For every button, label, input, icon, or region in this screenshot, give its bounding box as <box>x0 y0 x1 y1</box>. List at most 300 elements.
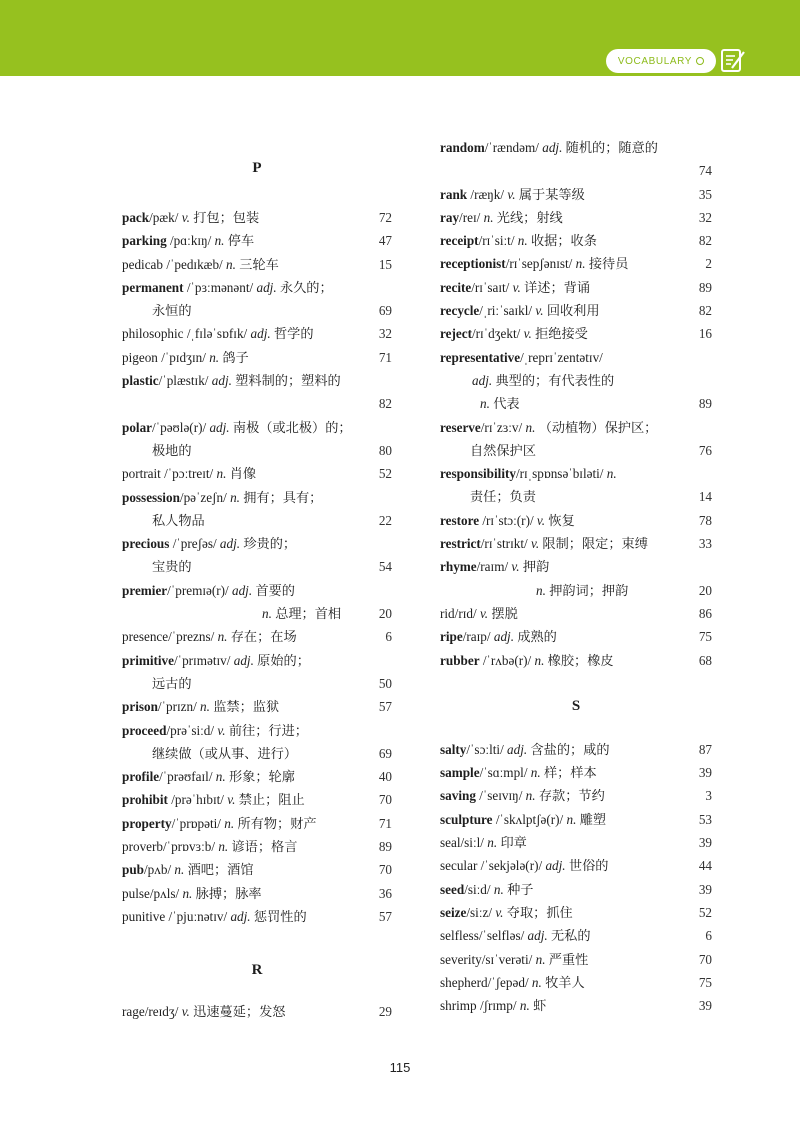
vocab-entry <box>440 462 712 485</box>
page-ref: 89 <box>698 396 712 412</box>
notepad-icon <box>720 46 746 74</box>
phonetic: /siːl/ <box>460 835 488 851</box>
vocab-entry <box>122 765 392 788</box>
part-of-speech: v. <box>523 326 536 342</box>
entries-r-right <box>440 136 712 672</box>
part-of-speech: adj. <box>250 326 274 342</box>
page-ref: 75 <box>698 629 712 645</box>
definition: 禁止；阻止 <box>238 792 305 808</box>
headword: reserve <box>440 419 481 435</box>
part-of-speech: v. <box>479 605 492 621</box>
page-ref: 82 <box>378 396 392 412</box>
vocab-entry-continued <box>440 369 712 392</box>
left-column <box>122 160 392 1024</box>
definition: 押韵 <box>522 559 550 575</box>
phonetic: /rɪˈsepʃənɪst/ <box>505 256 576 272</box>
phonetic: /ˈsekjələ(r)/ <box>477 858 546 874</box>
definition: 鸽子 <box>222 349 249 365</box>
section-letter-p: P <box>252 160 262 176</box>
definition: 随机的；随意的 <box>565 140 658 155</box>
definition: 宝贵的 <box>152 559 192 575</box>
page-ref: 35 <box>698 186 712 202</box>
part-of-speech: adj. <box>542 140 566 155</box>
headword: possession <box>122 489 180 505</box>
definition: 哲学的 <box>273 326 314 342</box>
vocab-entry <box>122 788 392 811</box>
definition: 前往；行进； <box>228 722 308 738</box>
phonetic: /reɪdʒ/ <box>144 1004 182 1020</box>
vocab-entry <box>122 858 392 881</box>
headword: pack <box>122 210 150 225</box>
page-ref: 16 <box>698 326 712 342</box>
page-ref: 71 <box>378 815 392 831</box>
headword: property <box>122 815 172 831</box>
page-ref: 70 <box>378 862 392 878</box>
definition: 虾 <box>533 998 547 1014</box>
definition: 严重性 <box>548 951 589 967</box>
phonetic: /ˈʃepəd/ <box>487 974 532 990</box>
continuation <box>440 583 628 598</box>
page-ref: 40 <box>378 769 392 785</box>
definition: 停车 <box>227 233 255 249</box>
definition: 种子 <box>507 881 534 897</box>
definition: 限制；限定；束缚 <box>542 536 648 552</box>
vocab-entry <box>122 206 392 229</box>
part-of-speech: n. <box>200 699 214 715</box>
page-ref: 2 <box>705 256 712 272</box>
page-ref: 52 <box>698 904 712 920</box>
continuation <box>122 746 297 761</box>
part-of-speech: n. <box>606 466 617 482</box>
headword: profile <box>122 769 160 785</box>
page-ref: 71 <box>378 349 392 365</box>
headword: rubber <box>440 652 480 668</box>
definition: 极地的 <box>152 442 192 458</box>
page-ref: 39 <box>698 765 712 781</box>
vocab-entry <box>122 276 392 299</box>
part-of-speech: v. <box>217 722 229 738</box>
part-of-speech: v. <box>227 792 239 808</box>
page-ref: 15 <box>378 256 392 272</box>
page-ref: 32 <box>378 326 392 342</box>
headword: salty <box>440 741 467 757</box>
page-ref: 20 <box>698 582 712 598</box>
headword: saving <box>440 788 476 804</box>
headword: sculpture <box>440 811 493 827</box>
page-ref: 6 <box>385 629 392 645</box>
page-ref: 53 <box>698 811 712 827</box>
headword: shepherd <box>440 974 488 990</box>
definition: 所有物；财产 <box>237 815 317 831</box>
vocab-entry-continued <box>440 579 712 602</box>
definition: 惩罚性的 <box>253 908 307 924</box>
phonetic: /ˌriːˈsaɪkl/ <box>479 303 536 319</box>
part-of-speech: v. <box>512 279 525 295</box>
definition: 样；样本 <box>543 765 597 781</box>
continuation <box>122 513 205 528</box>
page-ref: 69 <box>378 745 392 761</box>
phonetic: /ˈprɒvɜːb/ <box>163 839 219 855</box>
headword: shrimp <box>440 998 477 1014</box>
definition: 打包；包装 <box>193 210 260 225</box>
continuation <box>122 676 192 691</box>
continuation <box>440 489 536 504</box>
headword: receptionist <box>440 256 506 272</box>
page-ref: 57 <box>378 699 392 715</box>
entries-s <box>440 738 712 1018</box>
definition: 拥有；具有； <box>243 489 323 505</box>
part-of-speech: n. <box>230 489 244 505</box>
vocab-entry-continued <box>440 485 712 508</box>
part-of-speech: n. <box>519 998 534 1014</box>
headword: philosophic <box>122 326 184 342</box>
page-ref: 86 <box>698 605 712 621</box>
headword: prohibit <box>122 792 168 808</box>
definition: 谚语；格言 <box>231 839 298 855</box>
phonetic: /ˈprɪzn/ <box>157 699 201 715</box>
part-of-speech: n. <box>536 582 550 598</box>
phonetic: /ˈsɑːmpl/ <box>479 765 531 781</box>
continuation <box>122 559 192 574</box>
phonetic: /rɪˈdʒekt/ <box>471 326 524 342</box>
entries-p <box>122 206 392 928</box>
part-of-speech: n. <box>215 769 229 785</box>
page-ref: 70 <box>698 951 712 967</box>
headword: sample <box>440 765 480 781</box>
vocab-entry <box>440 346 712 369</box>
page-ref: 36 <box>378 885 392 901</box>
page-ref: 72 <box>378 210 392 225</box>
phonetic: /ʃrɪmp/ <box>476 998 520 1014</box>
vocab-entry <box>122 882 392 905</box>
vocab-entry <box>440 252 712 275</box>
vocab-entry <box>440 924 712 947</box>
vocab-entry <box>440 994 712 1017</box>
phonetic: /siːd/ <box>464 881 494 897</box>
part-of-speech: adj. <box>231 582 256 598</box>
page-ref: 3 <box>705 788 712 804</box>
phonetic: /ˈpreʃəs/ <box>169 536 220 552</box>
definition: 南极（或北极）的； <box>232 419 352 435</box>
phonetic: /ˈprɒpəti/ <box>171 815 225 831</box>
part-of-speech: v. <box>511 559 523 575</box>
page-ref: 82 <box>698 303 712 319</box>
vocab-entry <box>122 1000 392 1023</box>
section-letter-r: R <box>251 962 263 979</box>
phonetic: /ˌfɪləˈsɒfɪk/ <box>183 326 251 342</box>
headword: rage <box>122 1004 145 1020</box>
phonetic: /ræŋk/ <box>467 186 508 202</box>
part-of-speech: n. <box>218 839 232 855</box>
continuation <box>122 303 192 318</box>
headword: presence <box>122 629 169 645</box>
definition: 永久的； <box>279 279 333 295</box>
headword: secular <box>440 858 478 874</box>
part-of-speech: adj. <box>211 373 236 389</box>
phonetic: /sɪˈverəti/ <box>481 951 536 967</box>
definition: 存款；节约 <box>538 788 605 804</box>
phonetic: /pəˈzeʃn/ <box>179 489 231 505</box>
page-ref: 50 <box>378 675 392 691</box>
badge-circle-icon <box>696 57 704 65</box>
definition: 橡胶；橡皮 <box>547 652 614 668</box>
page-ref: 44 <box>698 858 712 874</box>
page-number: 115 <box>389 1060 411 1075</box>
page-ref: 87 <box>698 741 712 757</box>
definition: 三轮车 <box>239 256 279 272</box>
headword: pulse <box>122 885 150 901</box>
headword: receipt <box>440 233 479 249</box>
definition: 原始的； <box>257 652 310 668</box>
page-ref: 74 <box>698 163 712 179</box>
headword: pub <box>122 862 145 878</box>
phonetic: /pʌls/ <box>149 885 183 901</box>
phonetic: /siːz/ <box>466 904 496 920</box>
vocab-entry <box>440 276 712 299</box>
headword: rid <box>440 605 455 621</box>
definition: 脉搏；脉率 <box>195 885 262 901</box>
vocab-entry <box>440 808 712 831</box>
definition: 回收利用 <box>546 303 600 319</box>
phonetic: /prəˈhɪbɪt/ <box>167 792 228 808</box>
part-of-speech: v. <box>536 512 549 528</box>
phonetic: /ˈpɪdʒɪn/ <box>157 349 210 365</box>
headword: restore <box>440 512 480 528</box>
part-of-speech: n. <box>534 652 548 668</box>
headword: seed <box>440 881 465 897</box>
phonetic: /rɪd/ <box>454 605 480 621</box>
part-of-speech: n. <box>174 862 188 878</box>
vocab-entry <box>122 625 392 648</box>
continuation <box>440 443 536 458</box>
headword: restrict <box>440 536 481 552</box>
part-of-speech: adj. <box>256 279 280 295</box>
part-of-speech: adj. <box>233 652 258 668</box>
vocab-entry <box>440 322 712 345</box>
part-of-speech: n. <box>483 209 497 225</box>
page-ref: 75 <box>698 974 712 990</box>
page-ref: 39 <box>698 835 712 851</box>
part-of-speech: n. <box>575 256 589 272</box>
part-of-speech: n. <box>480 396 494 412</box>
part-of-speech: n. <box>226 256 240 272</box>
part-of-speech: adj. <box>545 858 569 874</box>
phonetic: /ˈpremɪə(r)/ <box>167 582 232 598</box>
part-of-speech: adj. <box>507 741 531 757</box>
headword: ripe <box>440 629 463 645</box>
phonetic: /pɑːkɪŋ/ <box>166 233 215 249</box>
vocab-entry-continued <box>122 299 392 322</box>
part-of-speech: n. <box>209 349 223 365</box>
vocab-entry <box>122 346 392 369</box>
definition: 属于某等级 <box>518 186 585 202</box>
phonetic: /ˈrʌbə(r)/ <box>479 652 535 668</box>
phonetic: /ˈprɪmətɪv/ <box>174 652 234 668</box>
part-of-speech: n. <box>216 466 230 482</box>
page-ref: 33 <box>698 536 712 552</box>
part-of-speech: adj. <box>230 908 254 924</box>
definition: 光线；射线 <box>496 209 563 225</box>
headword: prison <box>122 699 158 715</box>
phonetic: /ˈpedɪkæb/ <box>163 256 227 272</box>
definition: 迅速蔓延；发怒 <box>193 1004 286 1020</box>
vocab-entry <box>440 183 712 206</box>
phonetic: /pæk/ <box>149 210 182 225</box>
vocab-entry <box>440 948 712 971</box>
part-of-speech: n. <box>525 419 539 435</box>
page-ref: 82 <box>698 233 712 249</box>
continuation <box>440 396 520 411</box>
vocab-entry-continued <box>440 439 712 462</box>
badge-label: VOCABULARY <box>617 55 693 67</box>
vocab-entry <box>440 602 712 625</box>
page-ref: 20 <box>378 606 392 622</box>
part-of-speech: n. <box>566 811 580 827</box>
page-ref: 52 <box>378 466 392 482</box>
continuation <box>122 606 341 621</box>
vocab-entry <box>122 905 392 928</box>
page-ref: 14 <box>698 489 712 505</box>
vocab-entry <box>440 299 712 322</box>
definition: 监禁；监狱 <box>213 699 280 715</box>
phonetic: /raɪm/ <box>476 559 512 575</box>
part-of-speech: adj. <box>472 372 496 388</box>
vocab-entry-continued <box>440 392 712 415</box>
headword: recycle <box>440 303 480 319</box>
page-ref: 76 <box>698 442 712 458</box>
section-letter-s: S <box>571 697 581 714</box>
headword: parking <box>122 233 167 249</box>
definition: 继续做（或从事、进行） <box>152 745 298 761</box>
vocab-entry-continued <box>122 509 392 532</box>
definition: 无私的 <box>551 928 591 944</box>
definition: （动植物）保护区； <box>538 419 658 435</box>
page-ref: 69 <box>378 303 392 319</box>
vocab-entry <box>440 878 712 901</box>
page-ref: 54 <box>378 559 392 575</box>
definition: 酒吧；酒馆 <box>187 862 254 878</box>
definition: 责任；负责 <box>470 489 536 505</box>
definition: 含盐的；咸的 <box>530 741 610 757</box>
definition: 详述；背诵 <box>524 279 591 295</box>
headword: recite <box>440 279 472 295</box>
page-ref: 47 <box>378 233 392 249</box>
part-of-speech: n. <box>535 951 549 967</box>
headword: pigeon <box>122 349 158 365</box>
phonetic: /ˈprəʊfaɪl/ <box>159 769 216 785</box>
headword: proverb <box>122 839 164 855</box>
definition: 接待员 <box>588 256 629 272</box>
page-ref: 89 <box>378 839 392 855</box>
definition: 收据；收条 <box>530 233 597 249</box>
vocab-entry <box>122 369 392 392</box>
vocab-entry <box>440 901 712 924</box>
phonetic: /rɪˈzɜːv/ <box>480 419 526 435</box>
definition: 远古的 <box>152 675 192 691</box>
phonetic: /rɪˈsiːt/ <box>478 233 518 249</box>
part-of-speech: n. <box>487 835 501 851</box>
page-ref: 32 <box>698 209 712 225</box>
definition: 珍贵的； <box>243 536 297 552</box>
vocab-entry <box>440 831 712 854</box>
part-of-speech: adj. <box>527 928 551 944</box>
vocab-entry-continued <box>122 555 392 578</box>
page-ref: 68 <box>698 652 712 668</box>
headword: ray <box>440 209 460 225</box>
part-of-speech: n. <box>182 885 196 901</box>
part-of-speech: v. <box>535 303 547 319</box>
vocab-entry <box>122 835 392 858</box>
definition: 印章 <box>500 835 527 851</box>
page-ref: 78 <box>698 512 712 528</box>
definition: 塑料制的；塑料的 <box>235 373 341 389</box>
part-of-speech: n. <box>224 815 238 831</box>
part-of-speech: v. <box>181 1004 194 1020</box>
phonetic: /ˌreprɪˈzentətɪv/ <box>520 349 603 365</box>
part-of-speech: adj. <box>209 419 233 435</box>
definition: 雕塑 <box>579 811 607 827</box>
vocab-entry <box>122 649 392 672</box>
headword: random <box>440 140 485 155</box>
headword: rank <box>440 186 468 202</box>
page-ref: 29 <box>378 1004 392 1020</box>
phonetic: /ˈskʌlptʃə(r)/ <box>492 811 567 827</box>
vocab-entry <box>440 761 712 784</box>
vocab-entry <box>440 971 712 994</box>
headword: severity <box>440 951 482 967</box>
vocab-entry <box>122 322 392 345</box>
definition: 代表 <box>493 396 520 412</box>
definition: 夺取；抓住 <box>506 904 573 920</box>
headword: punitive <box>122 908 166 924</box>
phonetic: /rɪˈstrɪkt/ <box>480 536 531 552</box>
part-of-speech: n. <box>517 233 531 249</box>
page-ref: 39 <box>698 998 712 1014</box>
vocab-entry-continued <box>122 742 392 765</box>
phonetic: /ˈsɔːlti/ <box>466 741 508 757</box>
phonetic: /rɪˌspɒnsəˈbɪləti/ <box>515 466 607 482</box>
continuation <box>122 396 152 411</box>
headword: selfless <box>440 928 479 944</box>
vocab-entry <box>440 738 712 761</box>
headword: pedicab <box>122 256 164 272</box>
headword: plastic <box>122 373 159 389</box>
phonetic: /ˈprezns/ <box>168 629 218 645</box>
vocab-entry <box>122 486 392 509</box>
headword: portrait <box>122 466 161 482</box>
vocab-entry <box>440 136 712 159</box>
part-of-speech: n. <box>531 974 546 990</box>
vocab-entry <box>122 253 392 276</box>
phonetic: /ˈpəʊlə(r)/ <box>152 419 210 435</box>
continuation <box>122 443 192 458</box>
headword: primitive <box>122 652 175 668</box>
headword: seize <box>440 904 467 920</box>
part-of-speech: v. <box>181 210 194 225</box>
phonetic: /ˈpɔːtreɪt/ <box>160 466 217 482</box>
headword: proceed <box>122 722 167 738</box>
page-ref: 89 <box>698 279 712 295</box>
definition: 肖像 <box>229 466 257 482</box>
phonetic: /ˈselfləs/ <box>478 928 528 944</box>
page-ref: 6 <box>705 928 712 944</box>
vocab-entry <box>440 416 712 439</box>
phonetic: /ˈpjuːnətɪv/ <box>165 908 231 924</box>
vocab-entry <box>440 206 712 229</box>
vocab-entry <box>440 625 712 648</box>
phonetic: /reɪ/ <box>459 209 484 225</box>
vocab-entry <box>440 784 712 807</box>
